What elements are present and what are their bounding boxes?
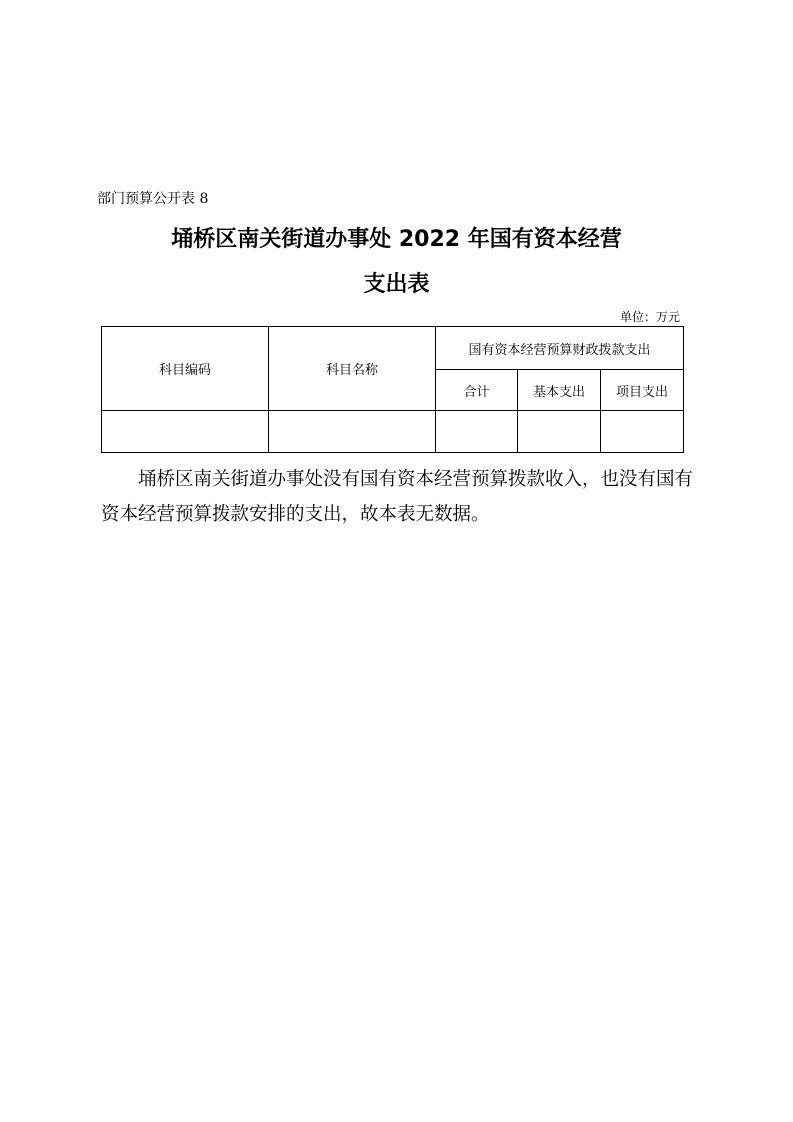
cell-basic <box>518 411 601 453</box>
note-paragraph: 埇桥区南关街道办事处没有国有资本经营预算拨款收入，也没有国有资本经营预算拨款安排的支出，故本表无数据。 <box>101 469 694 525</box>
cell-project <box>601 411 684 453</box>
page-title-line-1: 埇桥区南关街道办事处 2022 年国有资本经营 <box>171 227 622 252</box>
explanation-note <box>101 462 701 532</box>
table-row <box>102 411 684 453</box>
budget-table <box>101 326 684 453</box>
cell-code <box>102 411 269 453</box>
header-subject-name: 科目名称 <box>269 327 436 411</box>
header-basic-expenditure: 基本支出 <box>518 370 601 411</box>
header-total: 合计 <box>436 370 518 411</box>
header-project-expenditure: 项目支出 <box>601 370 684 411</box>
header-state-capital-expenditure: 国有资本经营预算财政拨款支出 <box>436 327 684 370</box>
page-title-line-2: 支出表 <box>363 272 430 297</box>
cell-total <box>436 411 518 453</box>
header-subject-code: 科目编码 <box>102 327 269 411</box>
unit-label: 单位：万元 <box>619 310 680 324</box>
table-header-row <box>102 327 684 370</box>
document-label: 部门预算公开表 8 <box>97 191 209 207</box>
cell-name <box>269 411 436 453</box>
